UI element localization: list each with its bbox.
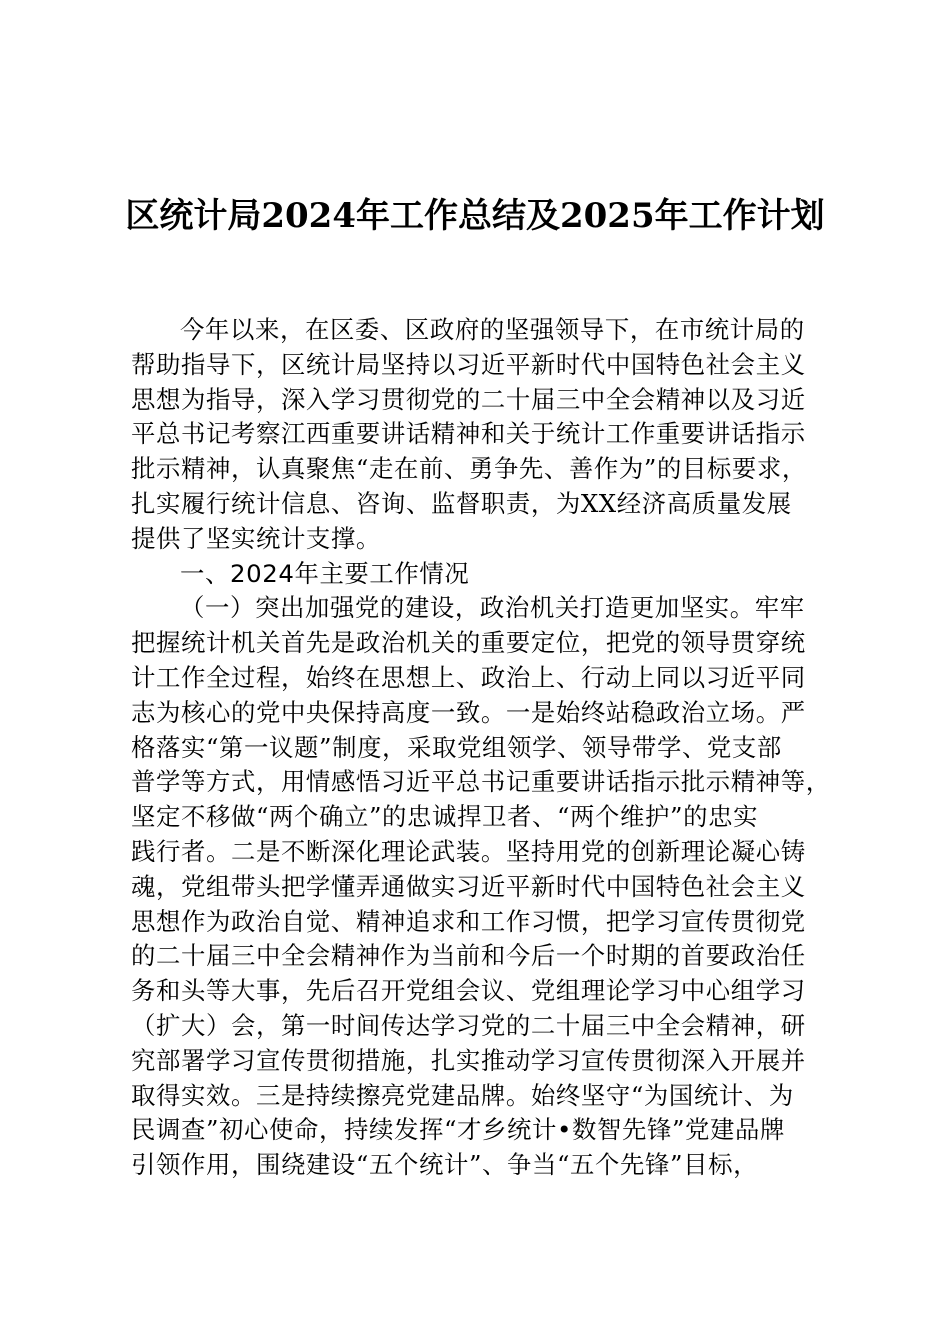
paragraph-line: 民调查”初心使命，持续发挥“才乡统计•数智先锋”党建品牌 bbox=[131, 1115, 785, 1145]
paragraph-line: 帮助指导下，区统计局坚持以习近平新时代中国特色社会主义 bbox=[131, 349, 806, 379]
document-title: 区统计局2024年工作总结及2025年工作计划 bbox=[125, 196, 825, 236]
section-heading: 一、2024年主要工作情况 bbox=[180, 558, 470, 588]
subsection-line: （一）突出加强党的建设，政治机关打造更加坚实。牢牢 bbox=[180, 593, 805, 623]
paragraph-line: 提供了坚实统计支撑。 bbox=[131, 523, 381, 553]
paragraph-line: 普学等方式，用情感悟习近平总书记重要讲话指示批示精神等， bbox=[131, 767, 831, 797]
paragraph-line: 志为核心的党中央保持高度一致。一是始终站稳政治立场。严 bbox=[131, 697, 806, 727]
paragraph-line: 取得实效。三是持续擦亮党建品牌。始终坚守“为国统计、为 bbox=[131, 1080, 794, 1110]
paragraph-line: 平总书记考察江西重要讲话精神和关于统计工作重要讲话指示 bbox=[131, 419, 806, 449]
paragraph-line: 批示精神，认真聚焦“走在前、勇争先、善作为”的目标要求， bbox=[131, 454, 807, 484]
paragraph-line: 的二十届三中全会精神作为当前和今后一个时期的首要政治任 bbox=[131, 941, 806, 971]
paragraph-line: 践行者。二是不断深化理论武装。坚持用党的创新理论凝心铸 bbox=[131, 836, 806, 866]
paragraph-line: 坚定不移做“两个确立”的忠诚捍卫者、“两个维护”的忠实 bbox=[131, 802, 759, 832]
paragraph-line: 魂，党组带头把学懂弄通做实习近平新时代中国特色社会主义 bbox=[131, 871, 806, 901]
paragraph-line: 务和头等大事，先后召开党组会议、党组理论学习中心组学习 bbox=[131, 976, 806, 1006]
paragraph-line: 今年以来，在区委、区政府的坚强领导下，在市统计局的 bbox=[180, 315, 805, 344]
paragraph-line: 思想作为政治自觉、精神追求和工作习惯，把学习宣传贯彻党 bbox=[131, 906, 806, 936]
paragraph-line: 格落实“第一议题”制度，采取党组领学、领导带学、党支部 bbox=[131, 732, 782, 762]
paragraph-line: 计工作全过程，始终在思想上、政治上、行动上同以习近平同 bbox=[131, 662, 806, 692]
paragraph-line: 究部署学习宣传贯彻措施，扎实推动学习宣传贯彻深入开展并 bbox=[131, 1045, 806, 1075]
paragraph-line: 思想为指导，深入学习贯彻党的二十届三中全会精神以及习近 bbox=[131, 384, 806, 414]
paragraph-line: 把握统计机关首先是政治机关的重要定位，把党的领导贯穿统 bbox=[131, 628, 806, 658]
paragraph-line: （扩大）会，第一时间传达学习党的二十届三中全会精神，研 bbox=[131, 1010, 806, 1040]
document-body bbox=[131, 313, 831, 1183]
paragraph-line: 扎实履行统计信息、咨询、监督职责，为XX经济高质量发展 bbox=[131, 488, 792, 518]
paragraph-line: 引领作用，围绕建设“五个统计”、争当“五个先锋”目标， bbox=[131, 1150, 759, 1180]
